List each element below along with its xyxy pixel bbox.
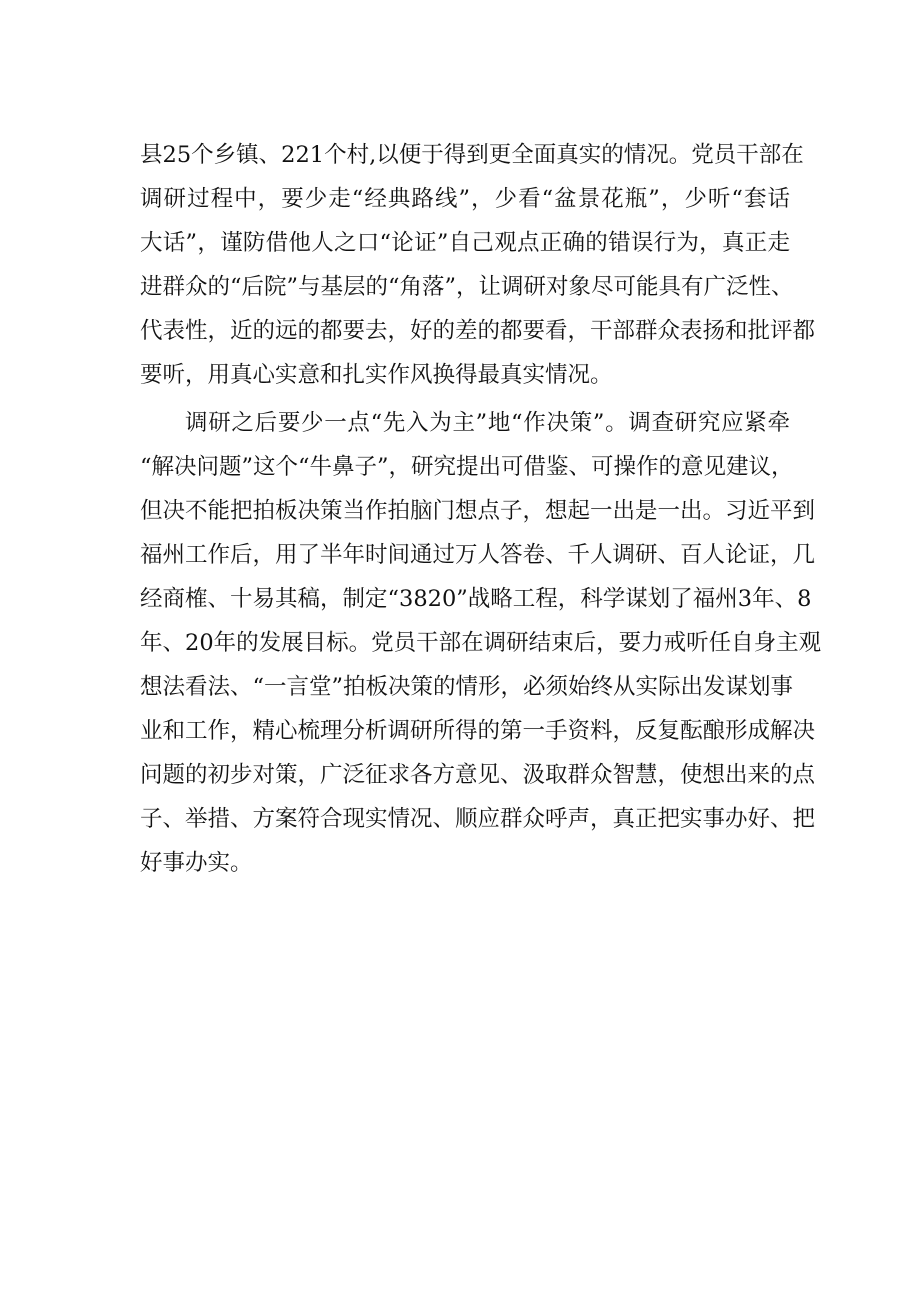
paragraph-line: 调研过程中，要少走“经典路线”，少看“盆景花瓶”，少听“套话 [140,186,790,212]
paragraph-line: 要听，用真心实意和扎实作风换得最真实情况。 [140,362,613,388]
paragraph-line: 问题的初步对策，广泛征求各方意见、汲取群众智慧，使想出来的点 [140,762,816,788]
paragraph-line: 代表性，近的远的都要去，好的差的都要看，干部群众表扬和批评都 [140,318,816,344]
paragraph-line: 子、举措、方案符合现实情况、顺应群众呼声，真正把实事办好、把 [140,806,816,832]
paragraph-line: 年、20年的发展目标。党员干部在调研结束后，要力戒听任自身主观 [140,630,822,656]
paragraph-line: 业和工作，精心梳理分析调研所得的第一手资料，反复酝酿形成解决 [140,718,816,744]
paragraph-line: 想法看法、“一言堂”拍板决策的情形，必须始终从实际出发谋划事 [140,674,794,700]
paragraph-line: 调研之后要少一点“先入为主”地“作决策”。调查研究应紧牵 [185,410,790,436]
paragraph-line: 县25个乡镇、221个村,以便于得到更全面真实的情况。党员干部在 [140,142,804,168]
paragraph-line: 福州工作后，用了半年时间通过万人答卷、千人调研、百人论证，几 [140,542,816,568]
paragraph-line: 但决不能把拍板决策当作拍脑门想点子，想起一出是一出。习近平到 [140,498,816,524]
paragraph-line: 进群众的“后院”与基层的“角落”，让调研对象尽可能具有广泛性、 [140,274,794,300]
document-body [140,133,822,885]
paragraph-line: 大话”，谨防借他人之口“论证”自己观点正确的错误行为，真正走 [140,230,790,256]
paragraph-line: 经商榷、十易其稿，制定“3820”战略工程，科学谋划了福州3年、8 [140,586,812,612]
paragraph-line: 好事办实。 [140,850,253,876]
paragraph-1 [140,133,816,397]
paragraph-2 [140,401,822,885]
paragraph-line: “解决问题”这个“牛鼻子”，研究提出可借鉴、可操作的意见建议， [140,454,794,480]
